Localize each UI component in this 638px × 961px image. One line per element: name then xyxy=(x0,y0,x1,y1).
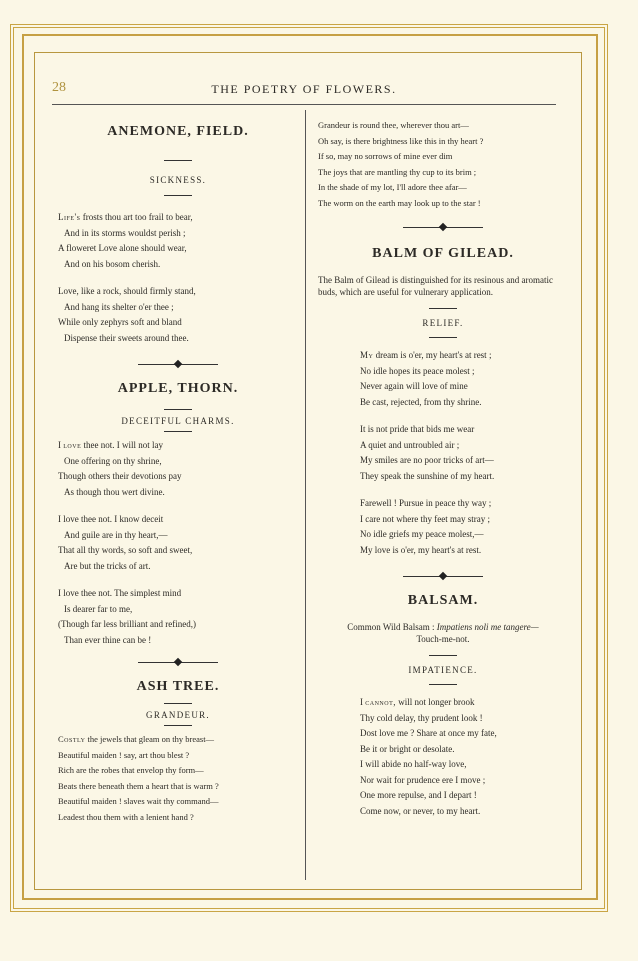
short-rule xyxy=(164,703,192,704)
balsam-latin-name: Impatiens noli me tangere— xyxy=(436,622,539,632)
sentiment-apple-thorn: DECEITFUL CHARMS. xyxy=(121,416,235,426)
short-rule xyxy=(429,655,457,656)
page-header xyxy=(52,80,556,102)
verse-line: Beats there beneath them a heart that is warm ? xyxy=(58,780,219,791)
stanza-anemone-2 xyxy=(58,284,298,346)
stanza-balsam-1 xyxy=(318,695,568,819)
short-rule xyxy=(164,431,192,432)
diamond-ornament-icon xyxy=(174,658,182,666)
verse-line: While only zephyrs soft and bland xyxy=(58,317,182,327)
verse-line: I love thee not. The simplest mind xyxy=(58,588,182,598)
balsam-common-name: Common Wild Balsam : xyxy=(347,622,437,632)
verse-line: A floweret Love alone should wear, xyxy=(58,243,187,253)
ornament-rule xyxy=(138,360,218,369)
diamond-ornament-icon xyxy=(174,360,182,368)
sentiment-anemone: SICKNESS. xyxy=(149,175,207,185)
stanza-anemone-1 xyxy=(58,210,298,272)
verse-line: And in its storms wouldst perish ; xyxy=(64,227,186,238)
stanza-ash-1 xyxy=(58,732,298,825)
verse-line: Costly the jewels that gleam on thy breast— xyxy=(58,734,215,744)
verse-line: No idle griefs my peace molest,— xyxy=(360,529,484,539)
verse-line: Leadest thou them with a lenient hand ? xyxy=(58,811,194,822)
description-balsam xyxy=(318,621,568,645)
description-balm-gilead: The Balm of Gilead is distinguished for its resinous and aromatic buds, which are useful for vulnerary application. xyxy=(318,275,553,297)
verse-line: Thy cold delay, thy prudent look ! xyxy=(360,712,483,723)
short-rule xyxy=(429,684,457,685)
ornament-rule xyxy=(138,658,218,667)
verse-line: Life's frosts thou art too frail to bear, xyxy=(58,212,193,222)
page-number: 28 xyxy=(52,80,66,95)
sentiment-balm-gilead: RELIEF. xyxy=(422,318,464,328)
verse-line: I love thee not. I know deceit xyxy=(58,514,164,524)
header-rule xyxy=(52,104,556,105)
verse-line: My smiles are no poor tricks of art— xyxy=(360,455,494,465)
section-title-ash-tree: ASH TREE. xyxy=(136,679,220,694)
verse-line: Rich are the robes that envelop thy form— xyxy=(58,765,204,775)
verse-line: Beautiful maiden ! slaves wait thy command— xyxy=(58,796,219,806)
verse-line: One more repulse, and I depart ! xyxy=(360,790,477,800)
verse-line: If so, may no sorrows of mine ever dim xyxy=(318,151,453,161)
stanza-balm-1 xyxy=(318,348,568,410)
short-rule xyxy=(164,160,192,161)
section-title-anemone: ANEMONE, FIELD. xyxy=(107,124,249,139)
verse-line: Beautiful maiden ! say, art thou blest ? xyxy=(58,749,190,760)
verse-line: The joys that are mantling thy cup to its brim ; xyxy=(318,166,477,177)
ornament-rule xyxy=(403,223,483,232)
short-rule xyxy=(429,308,457,309)
diamond-ornament-icon xyxy=(439,572,447,580)
verse-line: Be cast, rejected, from thy shrine. xyxy=(360,396,482,407)
verse-line: In the shade of my lot, I'll adore thee afar— xyxy=(318,182,467,192)
stanza-ash-2 xyxy=(318,118,568,211)
verse-line: Are but the tricks of art. xyxy=(64,560,151,571)
verse-line: It is not pride that bids me wear xyxy=(360,424,475,434)
verse-line: The worm on the earth may look up to the star ! xyxy=(318,197,481,208)
section-title-balsam: BALSAM. xyxy=(407,593,479,608)
verse-line: I will abide no half-way love, xyxy=(360,759,467,769)
verse-line: Never again will love of mine xyxy=(360,381,468,391)
left-column xyxy=(58,118,298,825)
verse-line: One offering on thy shrine, xyxy=(64,455,162,466)
stanza-apple-3 xyxy=(58,586,298,648)
short-rule xyxy=(429,337,457,338)
verse-line: And guile are in thy heart,— xyxy=(64,529,168,540)
verse-line: And hang its shelter o'er thee ; xyxy=(64,301,174,312)
sentiment-ash-tree: GRANDEUR. xyxy=(146,710,210,720)
right-column xyxy=(318,118,568,819)
verse-line: Is dearer far to me, xyxy=(64,603,133,614)
verse-line: Grandeur is round thee, wherever thou art— xyxy=(318,120,469,130)
short-rule xyxy=(164,195,192,196)
verse-line: No idle hopes its peace molest ; xyxy=(360,365,475,376)
stanza-apple-2 xyxy=(58,512,298,574)
stanza-balm-2 xyxy=(318,422,568,484)
verse-line: Come now, or never, to my heart. xyxy=(360,805,481,816)
verse-line: I cannot, will not longer brook xyxy=(360,697,475,707)
running-head: THE POETRY OF FLOWERS. xyxy=(211,82,397,96)
verse-line: Than ever thine can be ! xyxy=(64,634,152,645)
verse-line: Farewell ! Pursue in peace thy way ; xyxy=(360,498,492,508)
verse-line: My love is o'er, my heart's at rest. xyxy=(360,544,482,555)
verse-line: I care not where thy feet may stray ; xyxy=(360,513,490,524)
verse-line: They speak the sunshine of my heart. xyxy=(360,470,495,481)
verse-line: I love thee not. I will not lay xyxy=(58,440,163,450)
ornament-rule xyxy=(403,572,483,581)
verse-line: Oh say, is there brightness like this in thy heart ? xyxy=(318,135,484,146)
verse-line: That all thy words, so soft and sweet, xyxy=(58,545,193,555)
verse-line: Dost love me ? Share at once my fate, xyxy=(360,728,497,738)
sentiment-balsam: IMPATIENCE. xyxy=(408,665,478,675)
diamond-ornament-icon xyxy=(439,223,447,231)
stanza-balm-3 xyxy=(318,496,568,558)
verse-line: A quiet and untroubled air ; xyxy=(360,439,460,450)
verse-line: Though others their devotions pay xyxy=(58,471,182,481)
verse-line: Dispense their sweets around thee. xyxy=(64,332,189,343)
verse-line: Nor wait for prudence ere I move ; xyxy=(360,774,486,785)
section-title-apple-thorn: APPLE, THORN. xyxy=(117,381,239,396)
balsam-alt-name: Touch-me-not. xyxy=(416,634,470,644)
section-title-balm-gilead: BALM OF GILEAD. xyxy=(372,246,514,261)
verse-line: Be it or bright or desolate. xyxy=(360,743,455,754)
column-divider xyxy=(305,110,306,880)
short-rule xyxy=(164,409,192,410)
verse-line: And on his bosom cherish. xyxy=(64,258,161,269)
stanza-apple-1 xyxy=(58,438,298,500)
verse-line: My dream is o'er, my heart's at rest ; xyxy=(360,350,492,360)
short-rule xyxy=(164,725,192,726)
verse-line: (Though far less brilliant and refined,) xyxy=(58,619,196,629)
verse-line: Love, like a rock, should firmly stand, xyxy=(58,286,196,296)
verse-line: As though thou wert divine. xyxy=(64,486,165,497)
